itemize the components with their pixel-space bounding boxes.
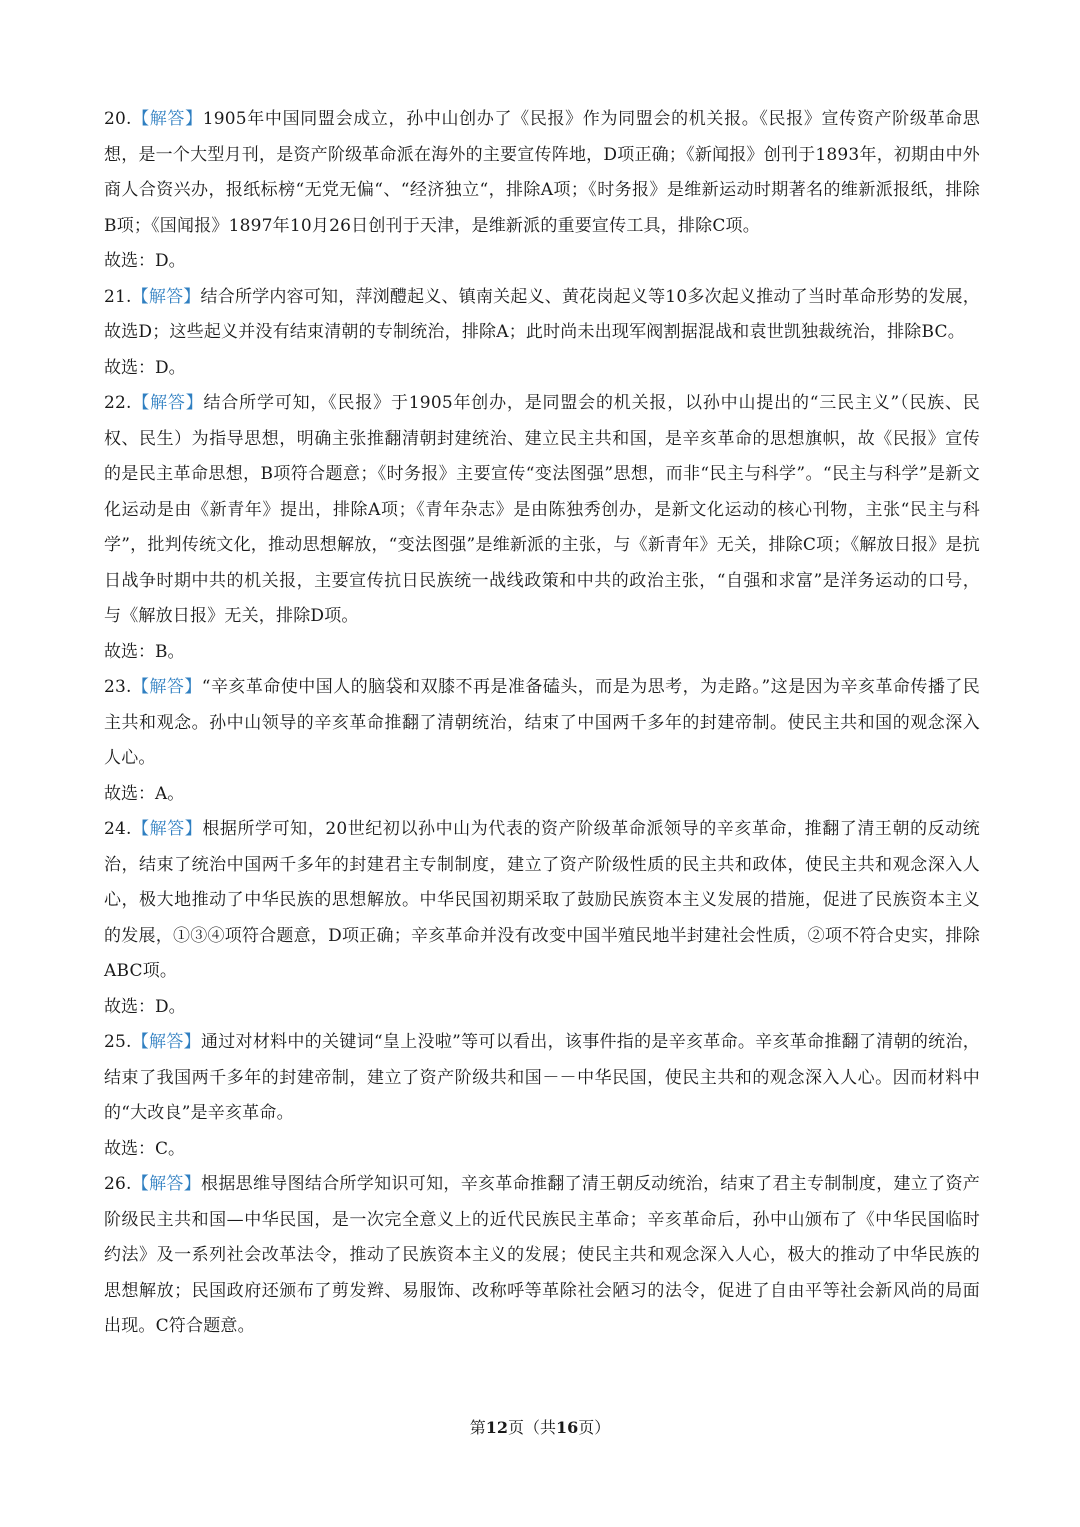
answer-tag: 【解答】 [131, 109, 203, 129]
footer-middle: 页（共 [507, 1418, 556, 1437]
footer-prefix: 第 [469, 1418, 486, 1437]
answer-paragraph [104, 386, 980, 635]
answer-paragraph [104, 670, 980, 777]
question-number: 25. [104, 1032, 132, 1052]
answer-text: 1905年中国同盟会成立，孙中山创办了《民报》作为同盟会的机关报。《民报》宣传资产阶级革命思想，是一个大型月刊，是资产阶级革命派在海外的主要宣传阵地，D项正确；《新闻报》创刊于1893年，初期由中外商人合资兴办，报纸标榜“无党无偏“、“经济独立“，排除A项；《时务报》是维新运动时期著名的维新派报纸，排除B项；《国闻报》1897年10月26日创刊于天津，是维新派的重要宣传工具，排除C项。 [104, 109, 980, 236]
answer-item-26 [104, 1167, 980, 1345]
answer-choice: 故选：D。 [104, 357, 186, 378]
question-number: 24. [104, 819, 132, 839]
footer-suffix: 页） [578, 1418, 611, 1437]
answer-text: 根据思维导图结合所学知识可知，辛亥革命推翻了清王朝反动统治，结束了君主专制制度，建立了资产阶级民主共和国—中华民国，是一次完全意义上的近代民族民主革命；辛亥革命后，孙中山颁布了《中华民国临时约法》及一系列社会改革法令，推动了民族资本主义的发展；使民主共和观念深入人心，极大的推动了中华民族的思想解放；民国政府还颁布了剪发辫、易服饰、改称呼等革除社会陋习的法令，促进了自由平等社会新风尚的局面出现。C符合题意。 [104, 1174, 980, 1336]
answer-choice: 故选：C。 [104, 1138, 186, 1159]
answer-text: 根据所学可知，20世纪初以孙中山为代表的资产阶级革命派领导的辛亥革命，推翻了清王朝的反动统治，结束了统治中国两千多年的封建君主专制制度，建立了资产阶级性质的民主共和政体，使民主共和观念深入人心，极大地推动了中华民族的思想解放。中华民国初期采取了鼓励民族资本主义发展的措施，促进了民族资本主义的发展，①③④项符合题意，D项正确；辛亥革命并没有改变中国半殖民地半封建社会性质，②项不符合史实，排除ABC项。 [104, 819, 980, 981]
answer-item-22 [104, 386, 980, 670]
answer-item-21 [104, 280, 980, 387]
answer-paragraph [104, 1167, 980, 1345]
answer-text: 通过对材料中的关键词“皇上没啦”等可以看出，该事件指的是辛亥革命。辛亥革命推翻了清朝的统治，结束了我国两千多年的封建帝制，建立了资产阶级共和国－－中华民国，使民主共和的观念深入人心。因而材料中的“大改良”是辛亥革命。 [104, 1032, 980, 1123]
question-number: 23. [104, 677, 132, 697]
answer-paragraph [104, 280, 980, 351]
answer-item-20 [104, 102, 980, 280]
answer-item-25 [104, 1025, 980, 1167]
answer-document [104, 102, 980, 1345]
answer-item-23 [104, 670, 980, 812]
answer-tag: 【解答】 [131, 1032, 201, 1052]
answer-choice: 故选：D。 [104, 251, 186, 271]
answer-text: “辛亥革命使中国人的脑袋和双膝不再是准备磕头，而是为思考，为走路。”这是因为辛亥革命传播了民主共和观念。孙中山领导的辛亥革命推翻了清朝统治，结束了中国两千多年的封建帝制。使民主共和国的观念深入人心。 [104, 677, 980, 768]
question-number: 26. [104, 1174, 132, 1194]
page-footer [0, 1415, 1080, 1438]
total-page-number: 16 [556, 1418, 579, 1437]
answer-tag: 【解答】 [131, 286, 201, 307]
answer-tag: 【解答】 [131, 677, 202, 697]
answer-text: 结合所学可知，《民报》于1905年创办，是同盟会的机关报，以孙中山提出的“三民主义”（民族、民权、民生）为指导思想，明确主张推翻清朝封建统治、建立民主共和国，是辛亥革命的思想旗帜，故《民报》宣传的是民主革命思想，B项符合题意；《时务报》主要宣传“变法图强”思想，而非“民主与科学”。“民主与科学”是新文化运动是由《新青年》提出，排除A项；《青年杂志》是由陈独秀创办，是新文化运动的核心刊物，主张“民主与科学”，批判传统文化，推动思想解放，“变法图强”是维新派的主张，与《新青年》无关，排除C项；《解放日报》是抗日战争时期中共的机关报，主要宣传抗日民族统一战线政策和中共的政治主张，“自强和求富”是洋务运动的口号，与《解放日报》无关，排除D项。 [104, 393, 980, 626]
current-page-number: 12 [485, 1418, 508, 1437]
answer-paragraph [104, 1025, 980, 1132]
answer-choice: 故选：B。 [104, 641, 185, 662]
answer-text: 结合所学内容可知，萍浏醴起义、镇南关起义、黄花岗起义等10多次起义推动了当时革命形势的发展，故选D；这些起义并没有结束清朝的专制统治，排除A；此时尚未出现军阀割据混战和袁世凯独裁统治，排除BC。 [104, 286, 980, 342]
question-number: 20. [104, 109, 132, 129]
question-number: 22. [104, 393, 132, 413]
answer-paragraph [104, 102, 980, 244]
answer-tag: 【解答】 [131, 393, 204, 413]
answer-choice: 故选：A。 [104, 783, 185, 804]
answer-tag: 【解答】 [131, 819, 203, 839]
answer-paragraph [104, 812, 980, 990]
answer-choice: 故选：D。 [104, 996, 186, 1017]
question-number: 21. [104, 286, 132, 307]
answer-item-24 [104, 812, 980, 1025]
answer-tag: 【解答】 [131, 1174, 202, 1194]
